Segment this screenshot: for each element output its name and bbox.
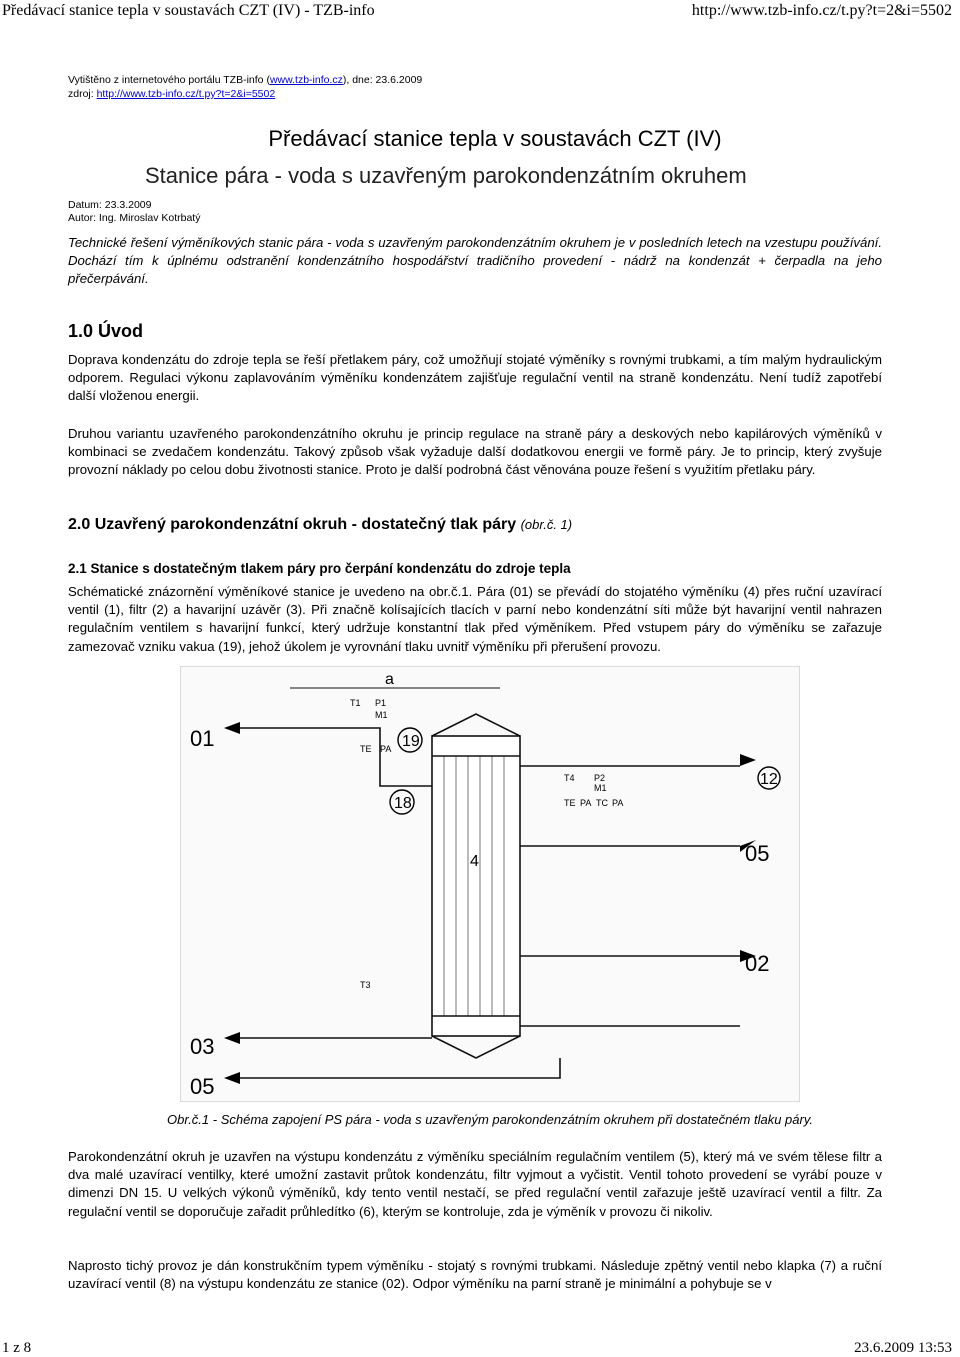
instrument-label: M1 (594, 783, 607, 793)
paragraph-2-1-1: Schématické znázornění výměníkové stanice je uvedeno na obr.č.1. Pára (01) se převádí do stojatého výměníku (4) přes ruční uzavírací ventil (1), filtr (2) a havarijní uzávěr (3). Při značně kolísajících tlacích v parní nebo kondenzátní síti může být havarijní ventil nahrazen regulačním ventilem s havarijní funkcí, který udržuje konstantní tlak před výměníkem. Před vstupem páry do výměníku se zařazuje zamezovač vzniku vakua (19), jehož úkolem je vyrovnání tlaku uvnitř výměníku při přerušení provozu. (68, 584, 882, 654)
print-url: http://www.tzb-info.cz/t.py?t=2&i=5502 (691, 2, 952, 19)
article-perex: Technické řešení výměníkových stanic pára - voda s uzavřeným parokondenzátním okruhem je v posledních letech na vzestupu používání. Dochází tím k úplnému odstranění kondenzátního hospodářství tradičního provedení - nádrž na kondenzát + čerpadla na jeho přečerpávání. (68, 235, 882, 287)
paragraph-intro-2: Druhou variantu uzavřeného parokondenzátního okruhu je princip regulace na straně páry a deskových nebo kapilárových výměníků v kombinaci se zvedačem kondenzátu. Takový způsob však vyžaduje další dodatkovou energii ve formě páry. Je to princip, který zvyšuje provozní náklady po celou dobu životnosti stanice. Proto je další podrobná část věnována pouze řešení s využitím přetlaku páry. (68, 426, 882, 478)
instrument-label: PA (580, 798, 592, 808)
item-label: 4 (470, 853, 479, 870)
stream-label: 12 (760, 771, 778, 788)
figure-reference: (obr.č. 1) (520, 517, 573, 532)
paragraph-2-1-3: Naprosto tichý provoz je dán konstrukčním typem výměníku - stojatý s rovnými trubkami. Následuje zpětný ventil nebo klapka (7) a ruční uzavírací ventil (8) na výstupu kondenzátu ze stanice (02). Odpor výměníku na parní straně je minimální a pohybuje se v (68, 1258, 882, 1292)
article-date: Datum: 23.3.2009 (68, 199, 152, 211)
instrument-label: TC (596, 798, 608, 808)
print-datetime: 23.6.2009 13:53 (854, 1340, 952, 1356)
stream-label: 01 (190, 726, 215, 751)
instrument-label: PA (380, 744, 392, 754)
article-title: Předávací stanice tepla v soustavách CZT (IV) (268, 126, 722, 151)
instrument-label: TE (360, 744, 372, 754)
station-schematic-figure (180, 666, 800, 1102)
instrument-label: T3 (360, 980, 371, 990)
print-header (0, 0, 960, 24)
article-author: Autor: Ing. Miroslav Kotrbatý (68, 212, 201, 224)
stream-label: 02 (745, 951, 770, 976)
dimension-label: a (385, 671, 394, 688)
stream-label: 05 (745, 841, 770, 866)
source-line: zdroj: http://www.tzb-info.cz/t.py?t=2&i=5502 (68, 88, 276, 100)
stream-label: 03 (190, 1034, 215, 1059)
section-heading-2-1: 2.1 Stanice s dostatečným tlakem páry pro čerpání kondenzátu do zdroje tepla (68, 561, 571, 576)
article-subtitle: Stanice pára - voda s uzavřeným parokondenzátním okruhem (145, 163, 747, 188)
section-heading-intro: 1.0 Úvod (68, 321, 144, 341)
item-label: 18 (394, 795, 412, 812)
paragraph-intro-1: Doprava kondenzátu do zdroje tepla se řeší přetlakem páry, což umožňují stojaté výměníky s rovnými trubkami, a tím malým hydraulickým odporem. Regulaci výkonu zaplavováním výměníku kondenzátem zajišťuje regulační ventil na straně kondenzátu. Není tudíž zapotřebí další vloženou energii. (68, 352, 882, 404)
instrument-label: M1 (375, 710, 388, 720)
stream-label: 05 (190, 1074, 215, 1099)
source-link[interactable]: http://www.tzb-info.cz/t.py?t=2&i=5502 (96, 88, 276, 100)
instrument-label: P1 (375, 698, 387, 708)
section-heading-2: 2.0 Uzavřený parokondenzátní okruh - dostatečný tlak páry (obr.č. 1) (68, 516, 573, 533)
print-footer (0, 1338, 960, 1357)
instrument-label: T1 (350, 698, 361, 708)
instrument-label: P2 (594, 773, 606, 783)
page-counter: 1 z 8 (2, 1340, 32, 1356)
instrument-label: TE (564, 798, 576, 808)
paragraph-2-1-2: Parokondenzátní okruh je uzavřen na výstupu kondenzátu z výměníku speciálním regulačním ventilem (5), který má ve svém tělese filtr a dva malé uzavírací ventilky, které umožní zastavit průtok kondenzátu, filtr vyjmout a vyčistit. Ventil tohoto provedení se vyrábí pouze v dimenzi DN 15. U velkých výkonů výměníků, kdy tento ventil nestačí, se před regulační ventil zařazuje ještě uzavírací ventil a filtr. Za regulační ventil se doporučuje zařadit průhledítko (6), kterým se kontroluje, zda je výměník v provozu či nikoliv. (68, 1149, 882, 1219)
print-tab-title: Předávací stanice tepla v soustavách CZT (IV) - TZB-info (2, 2, 375, 19)
item-label: 19 (402, 733, 420, 750)
figure-caption: Obr.č.1 - Schéma zapojení PS pára - voda s uzavřeným parokondenzátním okruhem při dostatečném tlaku páry. (167, 1112, 813, 1127)
printed-from-line: Vytištěno z internetového portálu TZB-info (www.tzb-info.cz), dne: 23.6.2009 (68, 74, 423, 86)
instrument-label: T4 (564, 773, 575, 783)
instrument-label: PA (612, 798, 624, 808)
portal-link[interactable]: www.tzb-info.cz (269, 74, 343, 86)
